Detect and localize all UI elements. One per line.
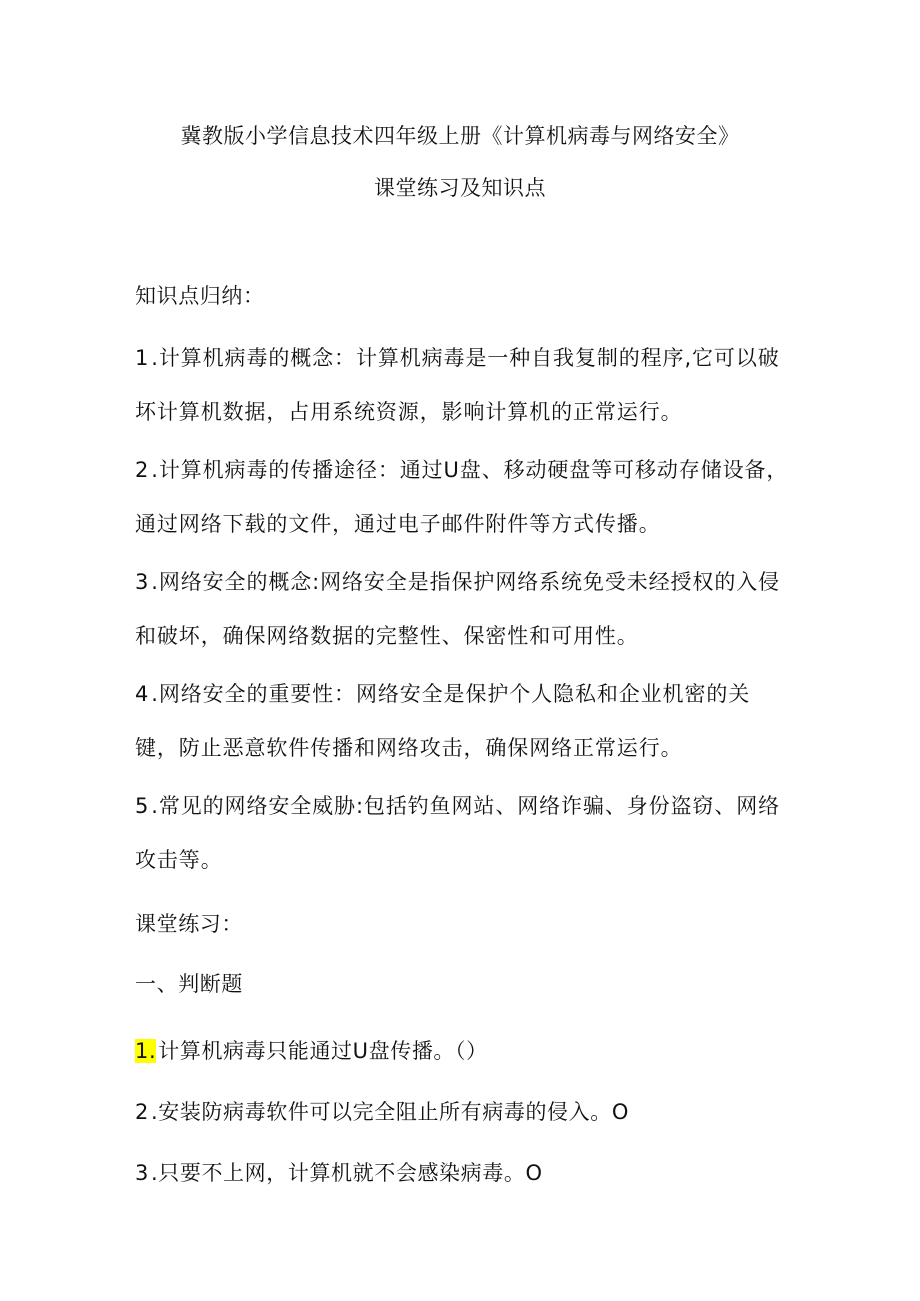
item-number: 3 <box>135 1161 149 1185</box>
document-subtitle: 课堂练习及知识点 <box>374 176 546 200</box>
item-text: .常见的网络安全威胁:包括钓鱼网站、网络诈骗、身份盗窃、网络攻击等。 <box>135 794 781 872</box>
item-text: .计算机病毒的传播途径：通过U盘、移动硬盘等可移动存储设备，通过网络下载的文件，通过电子邮件附件等方式传播。 <box>135 458 789 536</box>
item-text: 计算机病毒只能通过U盘传播。（） <box>158 1039 488 1063</box>
knowledge-item <box>135 331 790 439</box>
item-text: .安装防病毒软件可以完全阻止所有病毒的侵入。O <box>150 1100 629 1124</box>
exercise-item <box>135 1035 488 1065</box>
item-number: 2 <box>135 458 150 482</box>
item-number: 2 <box>135 1100 149 1124</box>
item-text: .计算机病毒的概念：计算机病毒是一种自我复制的程序,它可以破坏计算机数据，占用系统资源，影响计算机的正常运行。 <box>135 346 780 424</box>
item-text: .网络安全的重要性：网络安全是保护个人隐私和企业机密的关键，防止恶意软件传播和网络攻击，确保网络正常运行。 <box>135 682 751 760</box>
knowledge-item <box>135 667 790 775</box>
exercise-section-title: 一、判断题 <box>135 972 243 996</box>
exercise-heading: 课堂练习： <box>135 912 243 936</box>
item-text: .网络安全的概念:网络安全是指保护网络系统免受未经授权的入侵和破坏，确保网络数据的完整性、保密性和可用性。 <box>135 570 781 648</box>
item-number: 5 <box>135 794 150 818</box>
item-number: 3 <box>135 570 150 594</box>
knowledge-item <box>135 779 790 887</box>
exercise-item <box>135 1157 543 1187</box>
knowledge-heading: 知识点归纳： <box>135 284 265 308</box>
item-number: 4 <box>135 682 150 706</box>
item-number-highlight: 1. <box>135 1039 157 1063</box>
knowledge-item <box>135 443 790 551</box>
knowledge-item <box>135 555 790 663</box>
exercise-item <box>135 1096 629 1126</box>
item-text: .只要不上网，计算机就不会感染病毒。O <box>150 1161 543 1185</box>
item-number: 1 <box>135 346 150 370</box>
document-title: 冀教版小学信息技术四年级上册《计算机病毒与网络安全》 <box>180 124 740 148</box>
